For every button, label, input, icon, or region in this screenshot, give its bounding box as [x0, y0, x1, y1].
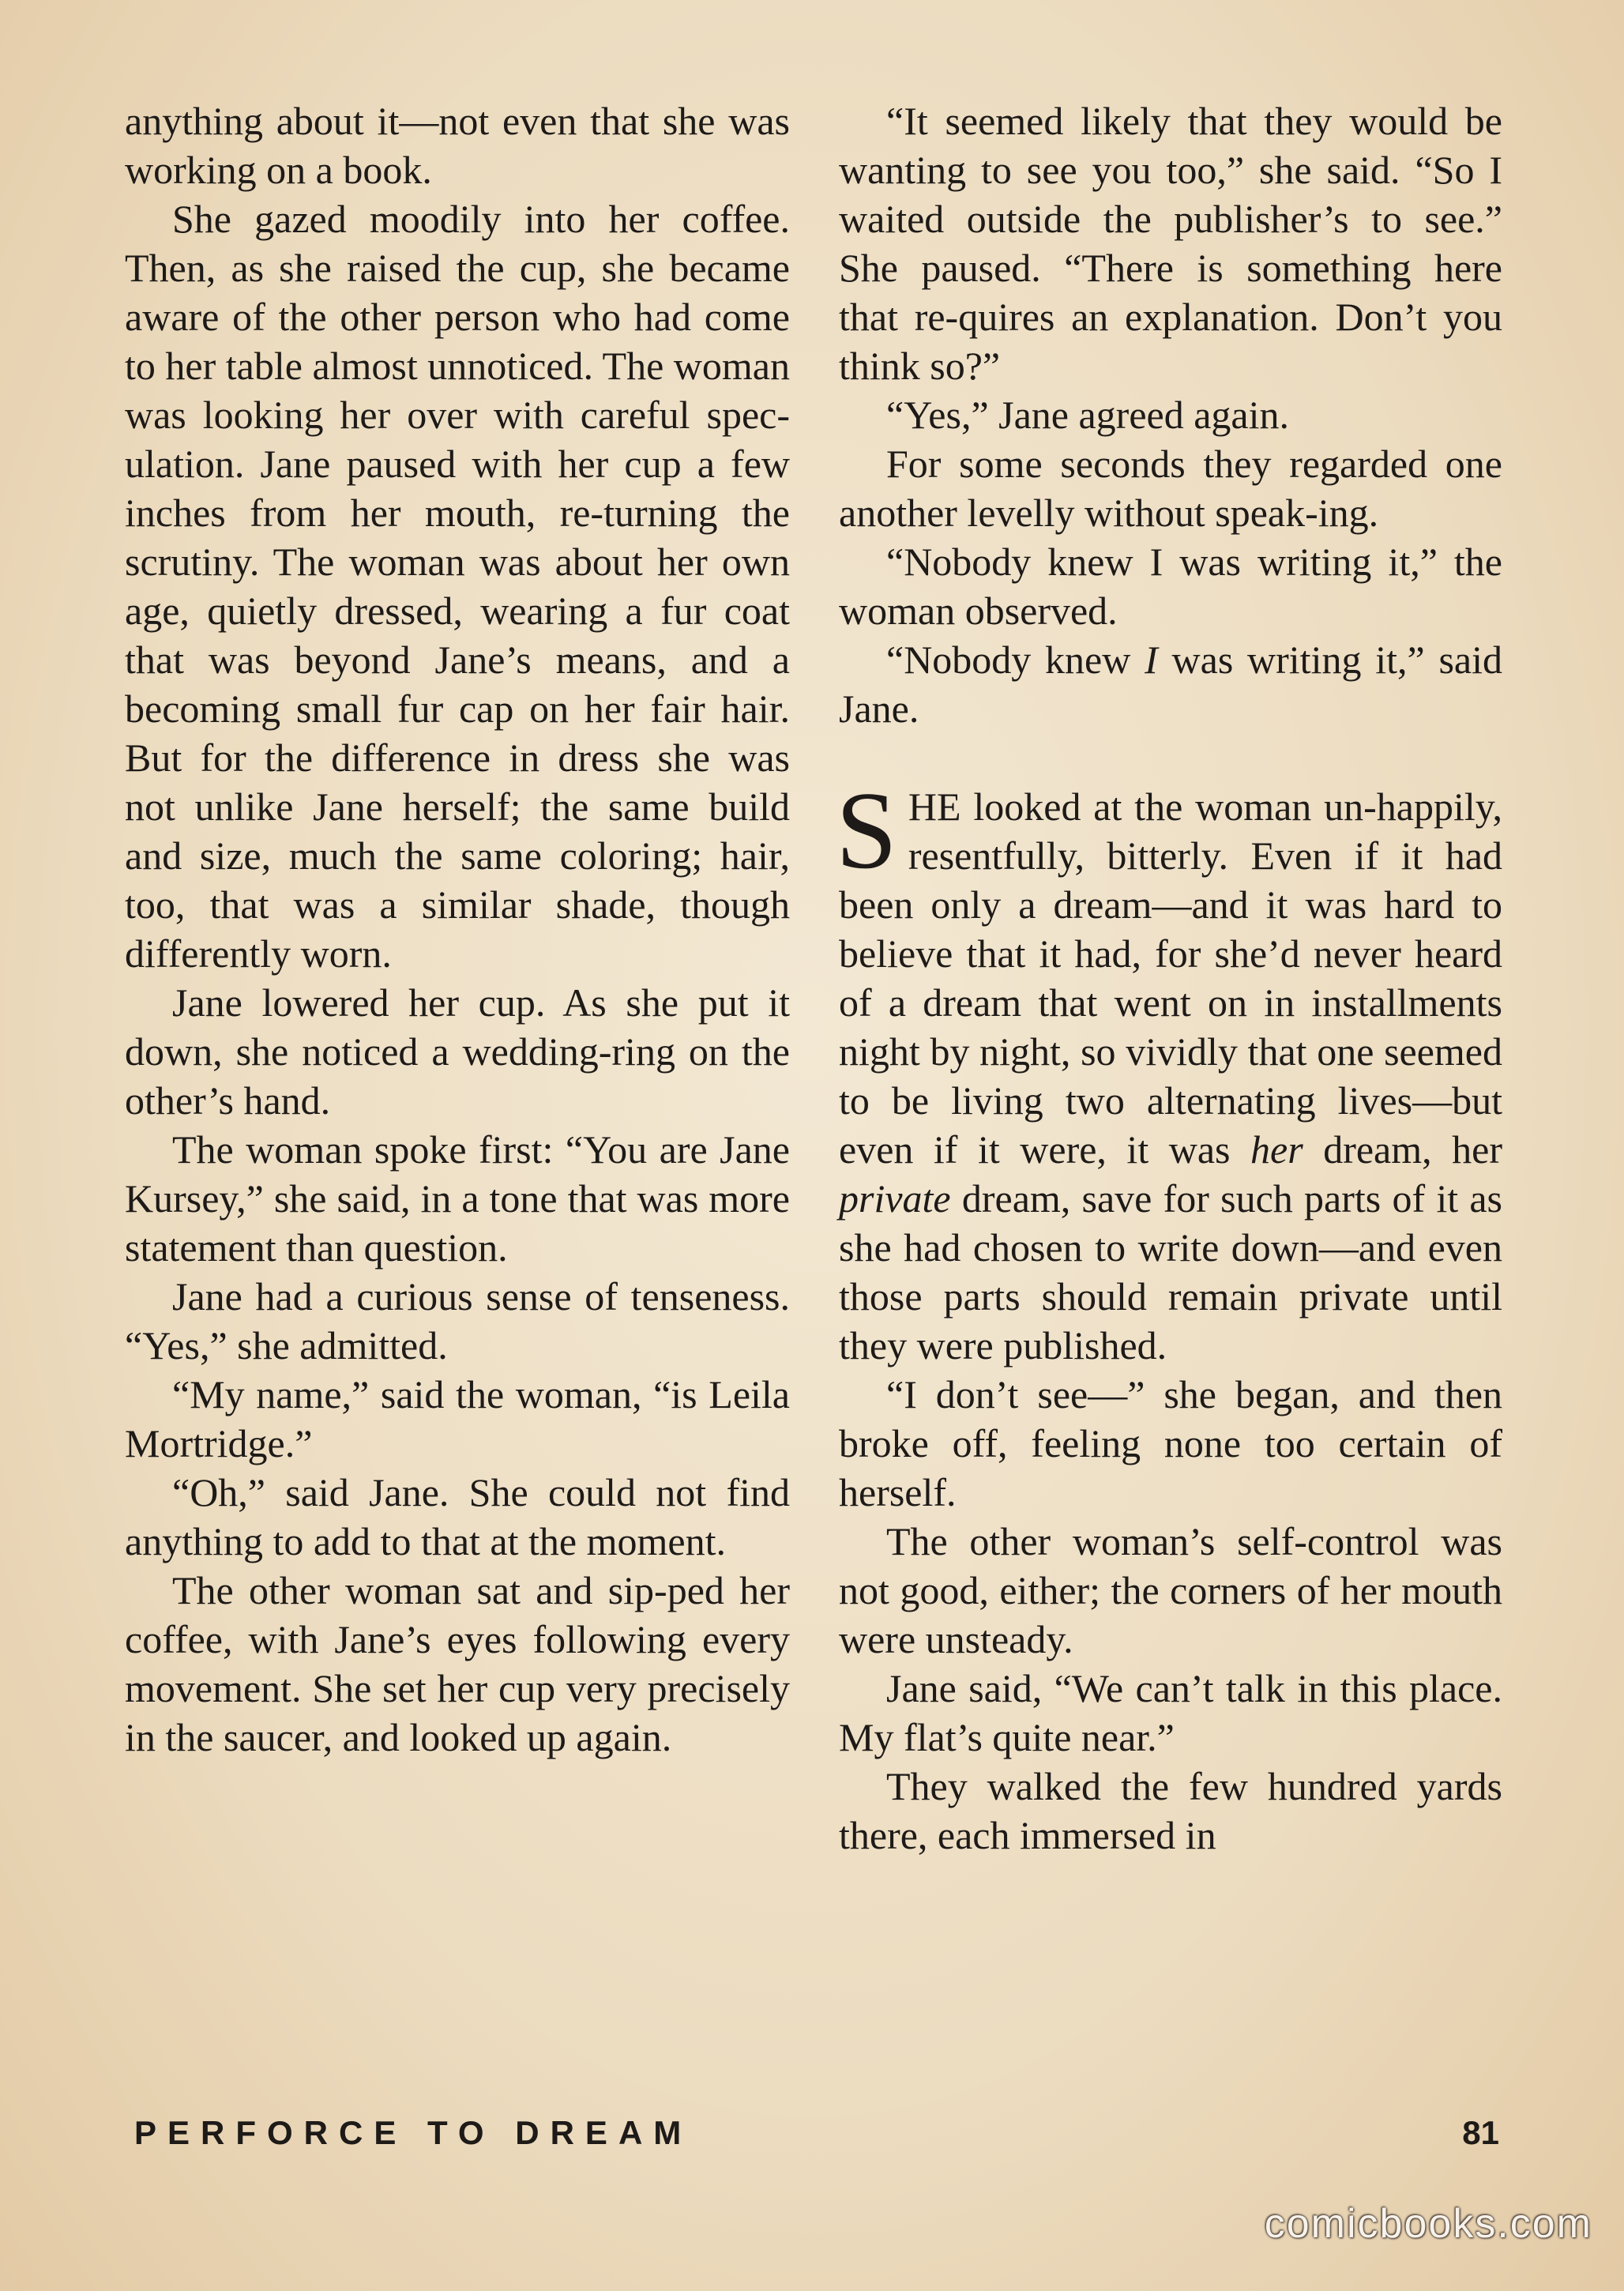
- text-run: “I don’t see—” she began, and then broke off, feeling none too certain of herself.: [839, 1372, 1502, 1514]
- paragraph: [125, 978, 790, 1125]
- text-run: “My name,” said the woman, “is Leila Mortridge.”: [125, 1372, 790, 1465]
- paragraph: [839, 635, 1502, 733]
- text-run: “Oh,” said Jane. She could not find anything to add to that at the moment.: [125, 1470, 790, 1563]
- paragraph: [125, 194, 790, 978]
- text-run: The woman spoke first: “You are Jane Kursey,” she said, in a tone that was more statement than question.: [125, 1127, 790, 1270]
- paragraph: [125, 1370, 790, 1468]
- text-run: “Nobody knew: [886, 638, 1145, 682]
- text-run: They walked the few hundred yards there, each immersed in: [839, 1764, 1502, 1857]
- text-run: “It seemed likely that they would be wanting to see you too,” she said. “So I waited outside the publisher’s to see.” She paused. “There is something here that re-quires an explanation. Don’t you think so?”: [839, 99, 1502, 388]
- paragraph: [839, 1370, 1502, 1517]
- paragraph: [125, 1125, 790, 1272]
- left-column: [125, 96, 790, 1762]
- page-number: 81: [1462, 2114, 1499, 2151]
- text-run: anything about it—not even that she was working on a book.: [125, 99, 790, 192]
- watermark-logo: comicbooks.com: [1264, 2201, 1592, 2247]
- paragraph: [839, 390, 1502, 439]
- running-title: PERFORCE TO DREAM: [134, 2114, 693, 2151]
- paragraph: [839, 439, 1502, 537]
- paragraph: [839, 1664, 1502, 1762]
- paragraph: [125, 1566, 790, 1762]
- paragraph: [839, 96, 1502, 390]
- italic-text: her: [1250, 1127, 1303, 1172]
- paragraph: [836, 769, 1502, 1370]
- text-run: dream, save for such parts of it as she had chosen to write down—and even those parts should remain private until they were published.: [839, 1176, 1502, 1367]
- text-run: “Yes,” Jane agreed again.: [886, 393, 1289, 437]
- text-run: HE looked at the woman un-happily, resentfully, bitterly. Even if it had been only a dream—and it was hard to believe that it had, for she’d never heard of a dream that went on in installments night by night, so vividly that one seemed to be living two alternating lives—but even if it were, it was: [839, 784, 1502, 1172]
- text-run: Jane lowered her cup. As she put it down, she noticed a wedding-ring on the other’s hand.: [125, 980, 790, 1123]
- paragraph: [839, 1517, 1502, 1664]
- paragraph: [125, 1468, 790, 1566]
- text-run: was writing it,” said Jane.: [839, 638, 1502, 731]
- italic-text: I: [1145, 638, 1158, 682]
- paragraph: [125, 96, 790, 194]
- text-run: The other woman sat and sip-ped her coffee, with Jane’s eyes following every movement. She set her cup very precisely in the saucer, and looked up again.: [125, 1568, 790, 1759]
- paragraph: [125, 1272, 790, 1370]
- paragraph: [839, 1762, 1502, 1860]
- italic-text: private: [839, 1176, 951, 1221]
- text-run: dream, her: [1303, 1127, 1502, 1172]
- text-run: Jane had a curious sense of tenseness. “Yes,” she admitted.: [125, 1274, 790, 1367]
- right-column: [836, 96, 1502, 1860]
- text-run: “Nobody knew I was writing it,” the woman observed.: [839, 540, 1502, 633]
- text-run: Jane said, “We can’t talk in this place. My flat’s quite near.”: [839, 1666, 1502, 1759]
- text-run: For some seconds they regarded one another levelly without speak-ing.: [839, 442, 1502, 535]
- text-run: The other woman’s self-control was not good, either; the corners of her mouth were unsteady.: [839, 1519, 1502, 1661]
- paragraph: [839, 537, 1502, 635]
- text-run: She gazed moodily into her coffee. Then, as she raised the cup, she became aware of the other person who had come to her table almost unnoticed. The woman was looking her over with careful spec-ulation. Jane paused with her cup a few inches from her mouth, re-turning the scrutiny. The woman was about her own age, quietly dressed, wearing a fur coat that was beyond Jane’s means, and a becoming small fur cap on her fair hair. But for the difference in dress she was not unlike Jane herself; the same build and size, much the same coloring; hair, too, that was a similar shade, though differently worn.: [125, 197, 790, 976]
- drop-cap: S: [836, 769, 897, 892]
